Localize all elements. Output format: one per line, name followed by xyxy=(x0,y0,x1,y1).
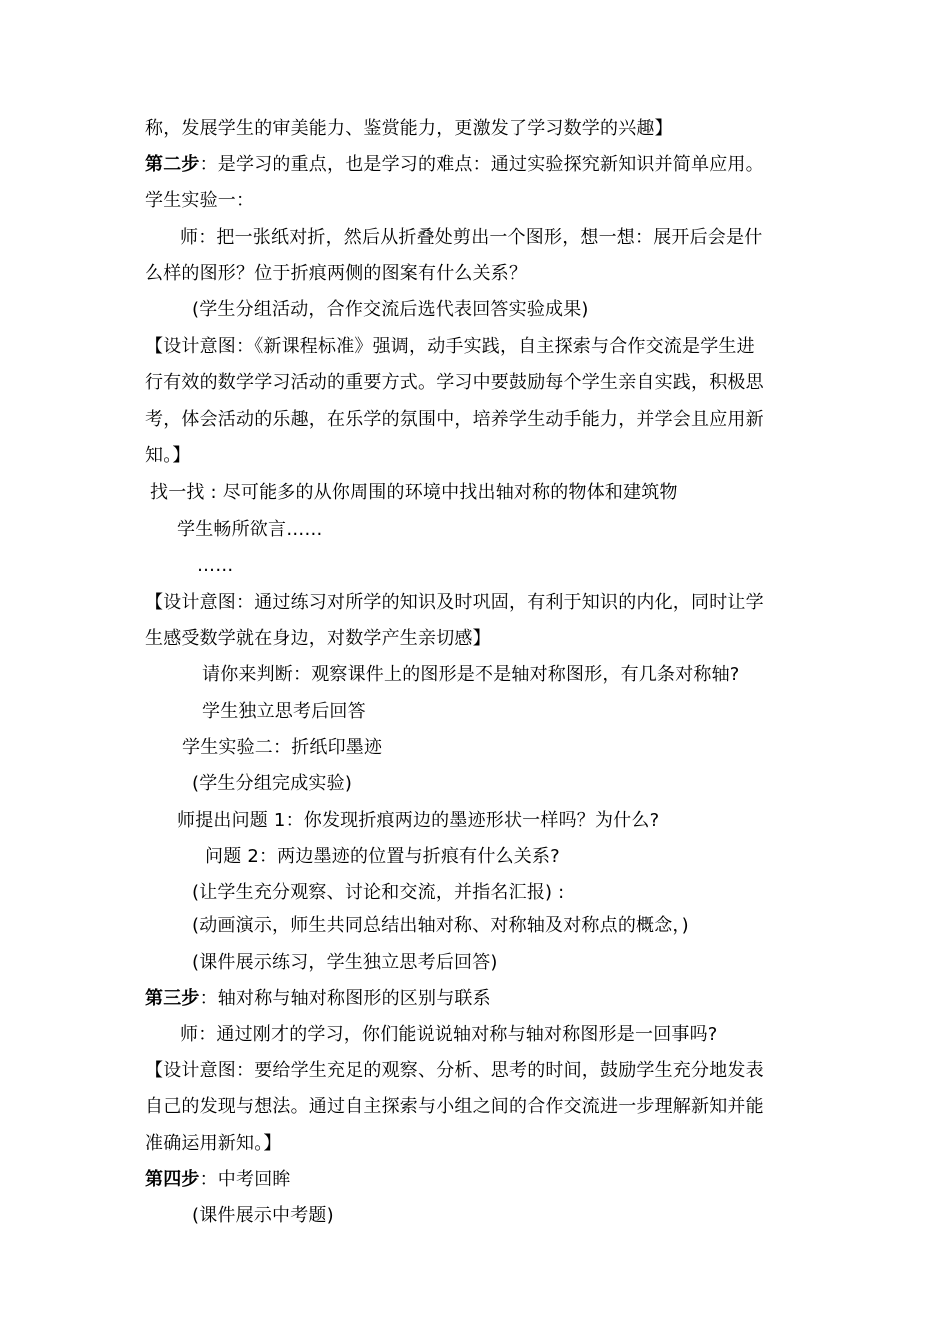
step-label: 第四步 xyxy=(145,1169,200,1190)
step-text: ：是学习的重点，也是学习的难点：通过实验探究新知识并简单应用。 xyxy=(199,154,764,175)
text-line: 【设计意图：要给学生充足的观察、分析、思考的时间，鼓励学生充分地发表 xyxy=(145,1060,764,1081)
text-line: 知。】 xyxy=(145,445,191,466)
step-heading xyxy=(145,1167,291,1193)
step-text: ：轴对称与轴对称图形的区别与联系 xyxy=(199,988,491,1009)
text-line: …… xyxy=(197,555,234,576)
text-line: 么样的图形？位于折痕两侧的图案有什么关系？ xyxy=(145,263,528,284)
text-line: 请你来判断：观察课件上的图形是不是轴对称图形，有几条对称轴? xyxy=(202,664,740,685)
step-heading xyxy=(145,152,764,178)
text-line: 学生实验一： xyxy=(145,190,255,211)
step-heading xyxy=(145,986,491,1012)
text-line: 学生畅所欲言…… xyxy=(177,519,323,540)
step-text: ：中考回眸 xyxy=(199,1169,291,1190)
text-line: 学生实验二：折纸印墨迹 xyxy=(182,737,383,758)
text-line: 学生独立思考后回答 xyxy=(202,701,366,722)
text-line: (学生分组活动，合作交流后选代表回答实验成果) xyxy=(192,299,589,320)
text-line: 生感受数学就在身边，对数学产生亲切感】 xyxy=(145,628,491,649)
text-line: (学生分组完成实验) xyxy=(192,773,353,794)
text-line: 考，体会活动的乐趣，在乐学的氛围中，培养学生动手能力，并学会且应用新 xyxy=(145,409,764,430)
text-line: (课件展示练习，学生独立思考后回答) xyxy=(192,952,498,973)
text-line: 【设计意图：《新课程标准》强调，动手实践，自主探索与合作交流是学生进 xyxy=(145,336,755,357)
step-label: 第三步 xyxy=(145,988,200,1009)
step-label: 第二步 xyxy=(145,154,200,175)
text-line: 【设计意图：通过练习对所学的知识及时巩固，有利于知识的内化，同时让学 xyxy=(145,592,764,613)
text-line: 行有效的数学学习活动的重要方式。学习中要鼓励每个学生亲自实践，积极思 xyxy=(145,372,764,393)
text-line: 师：把一张纸对折，然后从折叠处剪出一个图形，想一想：展开后会是什 xyxy=(180,227,763,248)
text-line: 找一找 : 尽可能多的从你周围的环境中找出轴对称的物体和建筑物 xyxy=(150,482,678,503)
text-line: (让学生充分观察、讨论和交流，并指名汇报) : xyxy=(192,882,565,903)
text-line: 问题 2：两边墨迹的位置与折痕有什么关系? xyxy=(205,846,560,867)
text-line: 师提出问题 1：你发现折痕两边的墨迹形状一样吗？为什么? xyxy=(177,810,660,831)
text-line: 准确运用新知。】 xyxy=(145,1133,282,1154)
text-line: 自己的发现与想法。通过自主探索与小组之间的合作交流进一步理解新知并能 xyxy=(145,1096,764,1117)
text-line: (动画演示，师生共同总结出轴对称、对称轴及对称点的概念，) xyxy=(192,915,689,936)
text-line: 师：通过刚才的学习，你们能说说轴对称与轴对称图形是一回事吗? xyxy=(180,1024,718,1045)
text-line: 称，发展学生的审美能力、鉴赏能力，更激发了学习数学的兴趣】 xyxy=(145,118,673,139)
text-line: (课件展示中考题) xyxy=(192,1205,334,1226)
